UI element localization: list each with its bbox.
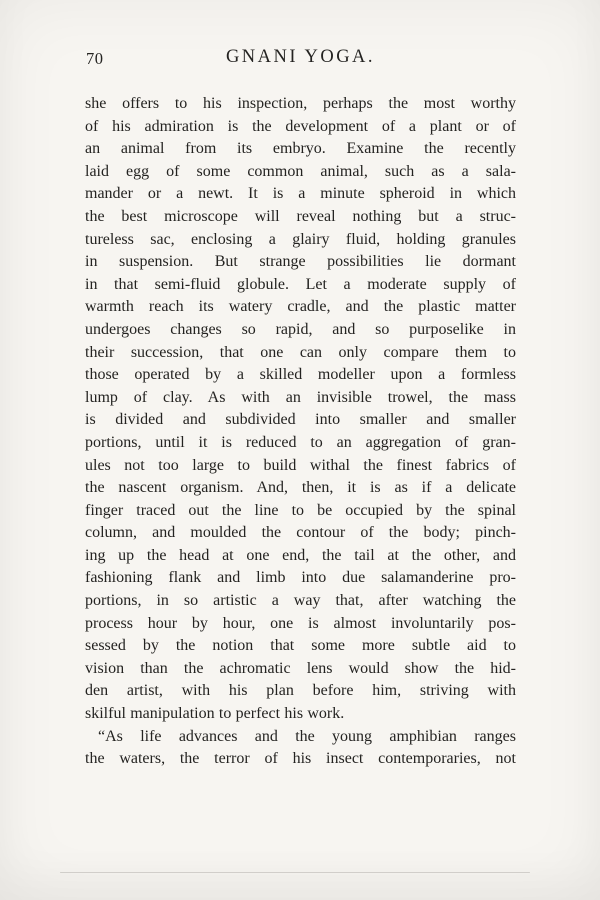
text-line: den artist, with his plan before him, striving with bbox=[85, 682, 516, 700]
text-line: is divided and subdivided into smaller and smaller bbox=[85, 411, 516, 429]
text-line: column, and moulded the contour of the body; pinch- bbox=[85, 524, 516, 542]
page-number: 70 bbox=[86, 49, 104, 68]
text-line: process hour by hour, one is almost involuntarily pos- bbox=[85, 614, 516, 632]
text-line: mander or a newt. It is a minute spheroid in which bbox=[85, 185, 516, 203]
text-line: the nascent organism. And, then, it is as if a delicate bbox=[85, 479, 516, 497]
paragraph bbox=[85, 93, 516, 726]
text-line: “As life advances and the young amphibian ranges bbox=[98, 727, 516, 745]
paragraph bbox=[85, 726, 516, 771]
text-line: lump of clay. As with an invisible trowel, the mass bbox=[85, 388, 516, 406]
text-line: fashioning flank and limb into due salamanderine pro- bbox=[85, 569, 516, 587]
text-line: an animal from its embryo. Examine the recently bbox=[85, 140, 516, 158]
scan-artifact-line bbox=[60, 872, 530, 873]
running-head bbox=[85, 46, 516, 72]
text-line: in that semi-fluid globule. Let a moderate supply of bbox=[85, 275, 516, 293]
text-line: in suspension. But strange possibilities lie dormant bbox=[85, 253, 516, 271]
text-line: tureless sac, enclosing a glairy fluid, holding granules bbox=[85, 230, 516, 248]
text-line: portions, in so artistic a way that, after watching the bbox=[85, 592, 516, 610]
text-line: she offers to his inspection, perhaps the most worthy bbox=[85, 95, 516, 112]
text-line: the best microscope will reveal nothing but a struc- bbox=[85, 207, 516, 225]
text-line: those operated by a skilled modeller upon a formless bbox=[85, 366, 516, 384]
page-title: GNANI YOGA. bbox=[225, 47, 376, 67]
text-line: vision than the achromatic lens would show the hid- bbox=[85, 659, 516, 677]
text-line: skilful manipulation to perfect his work. bbox=[85, 705, 345, 723]
text-line: ing up the head at one end, the tail at the other, and bbox=[85, 546, 516, 564]
text-line: portions, until it is reduced to an aggregation of gran- bbox=[85, 433, 516, 451]
text-line: laid egg of some common animal, such as a sala- bbox=[85, 162, 516, 180]
text-line: ules not too large to build withal the finest fabrics of bbox=[85, 456, 516, 474]
text-line: warmth reach its watery cradle, and the plastic matter bbox=[85, 298, 516, 316]
text-line: sessed by the notion that some more subtle aid to bbox=[85, 637, 516, 655]
page-body-text bbox=[85, 93, 516, 771]
text-line: of his admiration is the development of a plant or of bbox=[85, 117, 516, 135]
text-line: the waters, the terror of his insect contemporaries, not bbox=[85, 750, 516, 768]
text-line: undergoes changes so rapid, and so purposelike in bbox=[85, 320, 516, 338]
text-line: finger traced out the line to be occupied by the spinal bbox=[85, 501, 516, 519]
text-line: their succession, that one can only compare them to bbox=[85, 343, 516, 361]
